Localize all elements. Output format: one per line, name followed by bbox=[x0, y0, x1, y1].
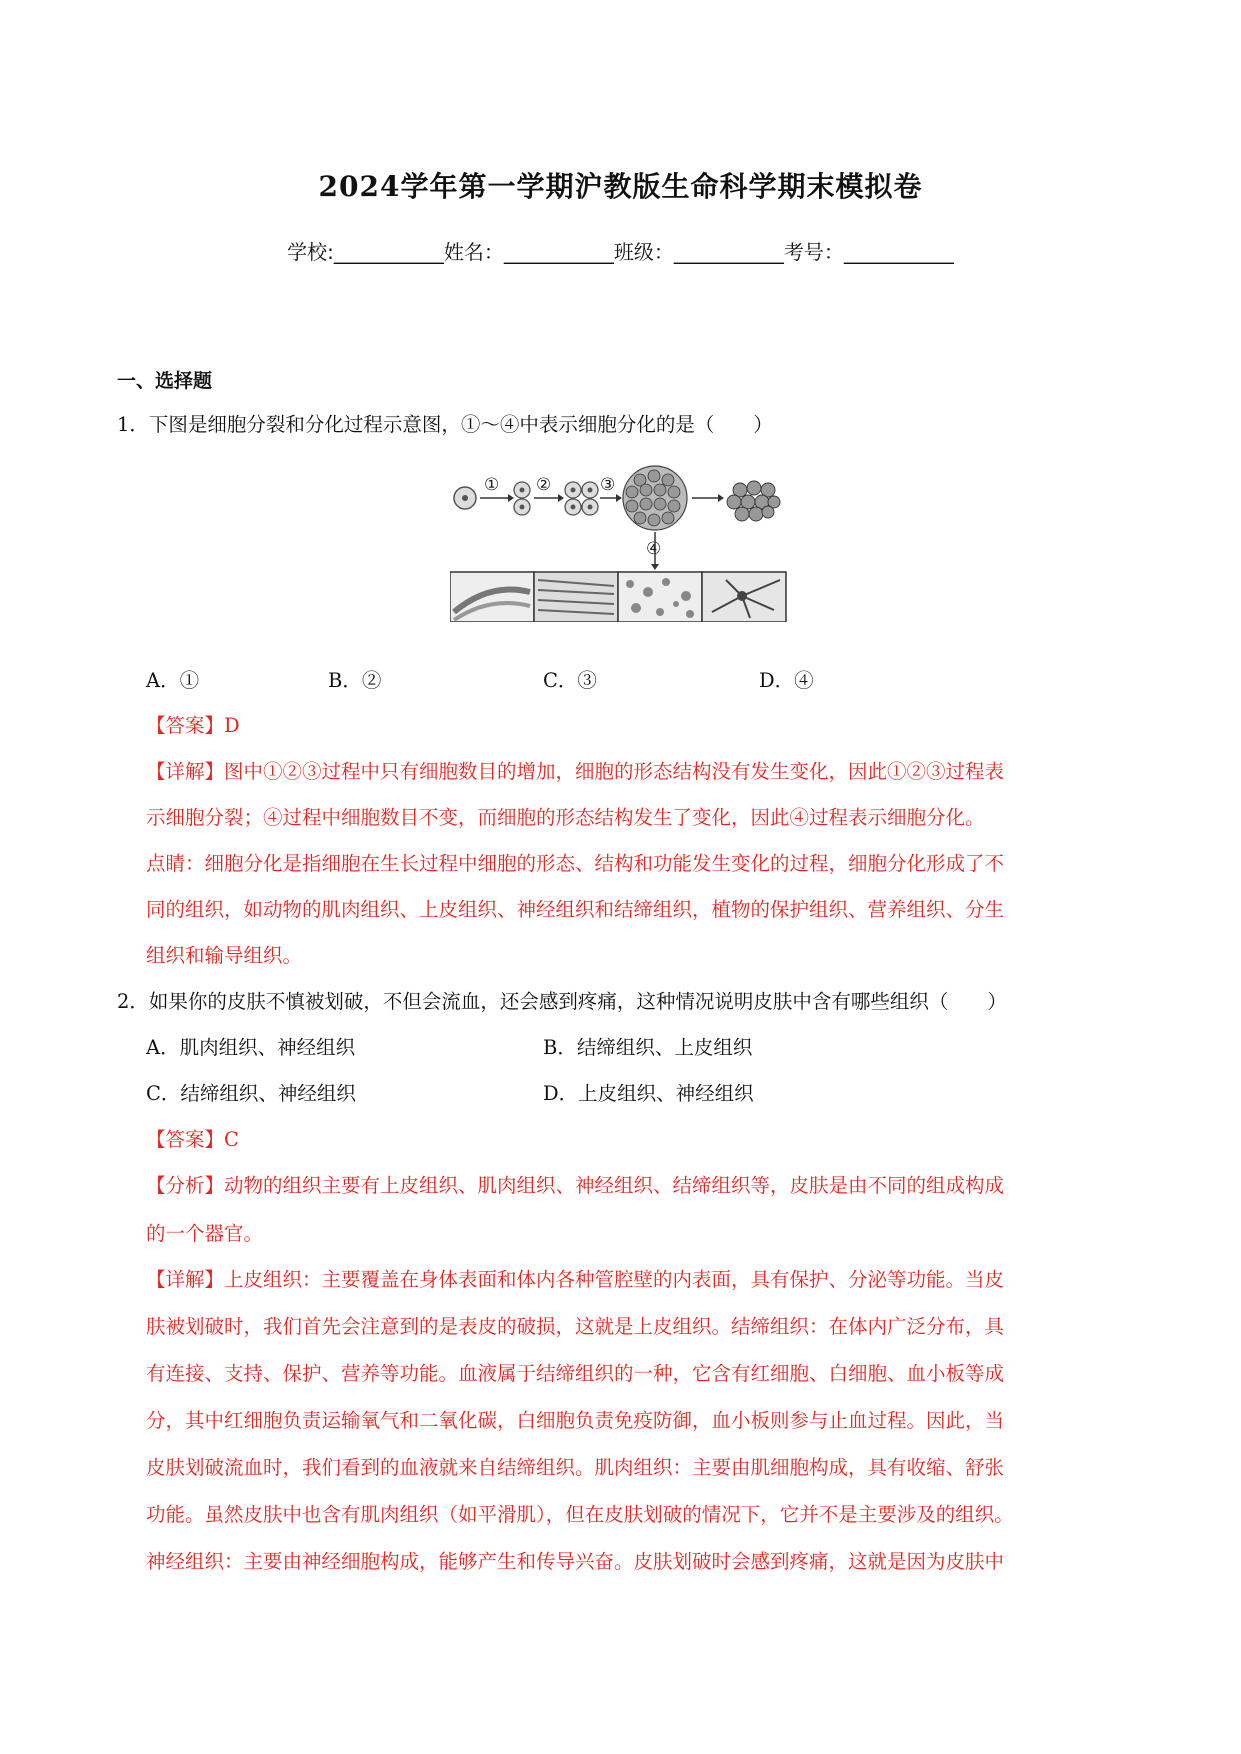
q2-option-c: C．结缔组织、神经组织 bbox=[146, 1082, 356, 1105]
q1-option-a: A．① bbox=[146, 669, 200, 692]
q1-option-b: B．② bbox=[328, 669, 382, 692]
q1-option-c: C．③ bbox=[543, 669, 597, 692]
q2-detail-line: 分，其中红细胞负责运输氧气和二氧化碳，白细胞负责免疫防御，血小板则参与止血过程。因此，当 bbox=[146, 1409, 1005, 1432]
step-label-2: ② bbox=[536, 475, 552, 495]
student-info-line: 学校:___________姓名：___________班级：___________考号：___________ bbox=[287, 240, 954, 264]
q2-detail-line: 有连接、支持、保护、营养等功能。血液属于结缔组织的一种，它含有红细胞、白细胞、血小板等成 bbox=[146, 1362, 1005, 1385]
q2-option-a: A．肌肉组织、神经组织 bbox=[146, 1036, 356, 1059]
q2-analysis-line: 【分析】动物的组织主要有上皮组织、肌肉组织、神经组织、结缔组织等，皮肤是由不同的组成构成 bbox=[146, 1174, 1005, 1197]
four-cells bbox=[565, 482, 598, 515]
q1-detail-line: 同的组织，如动物的肌肉组织、上皮组织、神经组织和结缔组织，植物的保护组织、营养组织、分生 bbox=[146, 898, 1005, 921]
q2-detail-line: 神经组织：主要由神经细胞构成，能够产生和传导兴奋。皮肤划破时会感到疼痛，这就是因为皮肤中 bbox=[146, 1550, 1005, 1573]
q2-detail-line: 功能。虽然皮肤中也含有肌肉组织（如平滑肌），但在皮肤划破的情况下，它并不是主要涉及的组织。 bbox=[146, 1503, 1014, 1526]
q2-answer: 【答案】C bbox=[146, 1128, 239, 1151]
cell-cluster bbox=[623, 466, 687, 530]
q1-option-d: D．④ bbox=[759, 669, 814, 692]
step-label-3: ③ bbox=[600, 475, 616, 495]
step-label-1: ① bbox=[484, 475, 500, 495]
q1-detail-line: 点睛：细胞分化是指细胞在生长过程中细胞的形态、结构和功能发生变化的过程，细胞分化形成了不 bbox=[146, 852, 1005, 875]
q1-stem: 1．下图是细胞分裂和分化过程示意图，①～④中表示细胞分化的是（ ） bbox=[117, 413, 773, 436]
page-title: 2024学年第一学期沪教版生命科学期末模拟卷 bbox=[318, 170, 923, 203]
q2-detail-line: 【详解】上皮组织：主要覆盖在身体表面和体内各种管腔壁的内表面，具有保护、分泌等功能。当皮 bbox=[146, 1268, 1005, 1291]
tissue-panels bbox=[450, 572, 786, 622]
small-cell-cluster bbox=[727, 481, 780, 521]
q2-analysis-line: 的一个器官。 bbox=[146, 1222, 264, 1245]
section-heading: 一、选择题 bbox=[117, 370, 213, 392]
q2-detail-line: 肤被划破时，我们首先会注意到的是表皮的破损，这就是上皮组织。结缔组织：在体内广泛分布，具 bbox=[146, 1315, 1005, 1338]
q2-option-b: B．结缔组织、上皮组织 bbox=[543, 1036, 753, 1059]
q1-detail-line: 组织和输导组织。 bbox=[146, 944, 303, 967]
q1-answer: 【答案】D bbox=[146, 714, 240, 737]
q2-detail-line: 皮肤划破流血时，我们看到的血液就来自结缔组织。肌肉组织：主要由肌细胞构成，具有收缩、舒张 bbox=[146, 1456, 1005, 1479]
q2-stem: 2．如果你的皮肤不慎被划破，不但会流血，还会感到疼痛，这种情况说明皮肤中含有哪些组织（ ） bbox=[117, 990, 1007, 1013]
q1-detail-line: 示细胞分裂；④过程中细胞数目不变，而细胞的形态结构发生了变化，因此④过程表示细胞分化。 bbox=[146, 806, 985, 829]
q2-option-d: D．上皮组织、神经组织 bbox=[543, 1082, 754, 1105]
cell-division-diagram bbox=[450, 462, 810, 622]
step-label-4: ④ bbox=[646, 539, 662, 559]
q1-detail-line: 【详解】图中①②③过程中只有细胞数目的增加，细胞的形态结构没有发生变化，因此①②③过程表 bbox=[146, 760, 1005, 783]
